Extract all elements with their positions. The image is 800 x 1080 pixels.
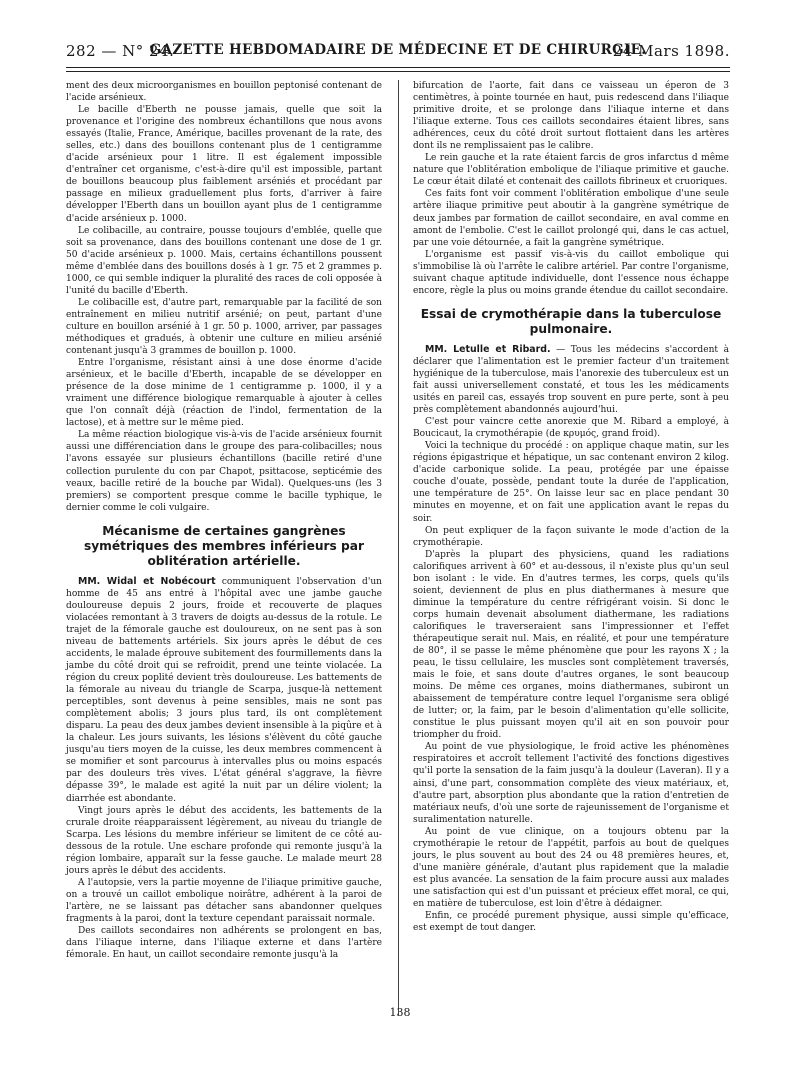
paragraph: Le rein gauche et la rate étaient farcis de gros infarctus d même nature que l'oblitération embolique de l'iliaque primitive et gauche. Le cœur était dilaté et contenait des caillots fibrineux et cruoriques. [413,153,729,188]
paragraph: Des caillots secondaires non adhérents se prolongent en bas, dans l'iliaque interne, dans l'iliaque externe et dans l'artère fémorale. En haut, un caillot secondaire remonte jusqu'à la [66,926,382,961]
running-header [66,42,730,64]
paragraph: C'est pour vaincre cette anorexie que M. Ribard a employé, à Boucicaut, la crymothérapie (de κρυμός, grand froid). [413,417,729,440]
paragraph: Au point de vue physiologique, le froid active les phénomènes respiratoires et accroît tellement l'activité des fonctions digestives qu'il porte la sensation de la faim jusqu'à la douleur (Laveran). Il y a ainsi, d'une part, consommation complète des vieux matériaux, et, d'autre part, absorption plus abondante que la ration d'entretien de matériaux neufs, d'où une sorte de rajeunissement de l'organisme et suralimentation naturelle. [413,742,729,825]
paragraph: — Tous les médecins s'accordent à déclarer que l'alimentation est le premier facteur d'un traitement hygiénique de la tuberculose, mais l'anorexie des tuberculeux est un fait aussi universellement constaté, et tous les les médicaments usités en pareil cas, essayés trop souvent en pure perte, sont à peu près complètement abandonnés aujourd'hui. [413,344,729,416]
section-title: Mécanisme de certaines gangrènes symétriques des membres inférieurs par oblitération artérielle. [83,523,364,568]
authors: MM. Letulle et Ribard. [425,343,551,355]
paragraph: Le bacille d'Eberth ne pousse jamais, quelle que soit la provenance et l'origine des nombreux échantillons que nous avons essayés (Italie, France, Amérique, bacilles provenant de la rate, des selles, etc.) dans des bouillons contenant plus de 1 centigramme d'acide arsénieux pour 1 litre. Il est également impossible d'entraîner cet organisme, c'est-à-dire qu'il est impossible, partant de bouillons beaucoup plus faiblement arséniés et procédant par passage en milieux graduellement plus forts, d'arriver à faire développer l'Eberth dans un bouillon ayant plus de 1 centigramme d'acide arsénieux p. 1000. [66,105,382,224]
paragraph: On peut expliquer de la façon suivante le mode d'action de la crymothérapie. [413,525,729,548]
header-page-number: 282 — N° 24. [66,42,175,60]
paragraph: L'organisme est passif vis-à-vis du caillot embolique qui s'immobilise là où l'arrête le calibre artériel. Par contre l'organisme, suivant chaque aptitude individuelle, dont l'essence nous échappe encore, règle la plus ou moins grande étendue du caillot secondaire. [413,249,729,296]
paragraph: A l'autopsie, vers la partie moyenne de l'iliaque primitive gauche, on a trouvé un caillot embolique noirâtre, adhérent à la paroi de l'artère, ne se laissant pas détacher sans abandonner quelques fragments à la paroi, dont la texture cependant paraissait normale. [66,877,382,924]
paragraph: communiquent l'observation d'un homme de 45 ans entré à l'hôpital avec une jambe gauche douloureuse depuis 2 jours, froide et recouverte de plaques violacées remontant à 3 travers de doigts au-dessus de la rotule. Le trajet de la fémorale gauche est douloureux, on ne sent pas à son niveau de battements artériels. Six jours après le début de ces accidents, le malade éprouve subitement des fourmillements dans la jambe du côté droit qui se refroidit, prend une teinte violacée. La région du creux poplité devient très douloureuse. Les battements de la fémorale au niveau du triangle de Scarpa, jusque-là nettement perceptibles, sont devenus à peine sensibles, mais ne sont pas complètement abolis; 3 jours plus tard, ils ont complètement disparu. La peau des deux jambes devient insensible à la piqûre et à la chaleur. Les jours suivants, les lésions s'élèvent du côté gauche jusqu'au tiers moyen de la cuisse, les deux membres commencent à se momifier et sont parcourus à intervalles plus ou moins espacés par des douleurs très vives. L'état général s'aggrave, la fièvre dépasse 39°, le malade est agité la nuit par un délire violent; la diarrhée est abondante. [66,576,382,804]
journal-title: GAZETTE HEBDOMADAIRE DE MÉDECINE ET DE CHIRURGIE. [149,42,647,58]
header-rule-thin [66,71,730,72]
header-rule-thick [66,67,730,68]
paragraph: Au point de vue clinique, on a toujours obtenu par la crymothérapie le retour de l'appétit, parfois au bout de quelques jours, le plus souvent au bout des 24 ou 48 premières heures, et, d'une manière générale, d'autant plus rapidement que la maladie est plus avancée. La sensation de la faim procure aussi aux malades une satisfaction qui est d'un puissant et précieux effet moral, ce qui, en matière de tuberculose, est loin d'être à dédaigner. [413,826,729,909]
section-title: Essai de crymothérapie dans la tuberculose pulmonaire. [420,306,722,336]
paragraph: D'après la plupart des physiciens, quand les radiations calorifiques arrivent à 60° et au-dessous, il n'existe plus qu'un seul bon isolant : le vide. En d'autres termes, les corps, quels qu'ils soient, deviennent de plus en plus diathermanes à mesure que diminue la température du centre réfrigérant voisin. Si donc le corps humain devenait absolument diathermane, les radiations calorifiques le traverseraient sans l'impressionner et l'effet thérapeutique serait nul. Mais, en réalité, et pour une température de 80°, il se passe le même phénomène que pour les rayons X ; la peau, le tissu cellulaire, les muscles sont complètement traversés, mais le foie, et sans doute d'autres organes, le sont beaucoup moins. De même ces organes, moins diathermanes, subiront un abaissement de température contre lequel l'organisme sera obligé de lutter; or, la faim, par le besoin d'alimentation qu'elle sollicite, constitue le plus puissant moyen qu'il ait en son pouvoir pour triompher du froid. [413,549,729,741]
issue-date: 24 Mars 1898. [612,42,730,60]
paragraph: Vingt jours après le début des accidents, les battements de la crurale droite réapparaissent légèrement, au niveau du triangle de Scarpa. Les lésions du membre inférieur se limitent de ce côté au-dessous de la rotule. Une eschare profonde qui remonte jusqu'à la région lombaire, apparaît sur la fesse gauche. Le malade meurt 28 jours après le début des accidents. [66,805,382,876]
left-column [66,80,382,961]
paragraph: bifurcation de l'aorte, fait dans ce vaisseau un éperon de 3 centimètres, à pointe tournée en haut, puis redescend dans l'iliaque primitive droite, et se prolonge dans l'iliaque interne et dans l'iliaque externe. Tous ces caillots secondaires étaient libres, sans adhérences, ceux du côté droit surtout flottaient dans les artères dont ils ne remplissaient pas le calibre. [413,81,729,152]
paragraph: Entre l'organisme, résistant ainsi à une dose énorme d'acide arsénieux, et le bacille d'Eberth, incapable de se développer en présence de la dose minime de 1 centigramme p. 1000, il y a vraiment une différence biologique remarquable à ajouter à celles que l'on connaît déjà (réaction de l'indol, fermentation de la lactose), et à mettre sur le même pied. [66,358,382,429]
paragraph: Voici la technique du procédé : on applique chaque matin, sur les régions épigastrique et hépatique, un sac contenant environ 2 kilog. d'acide carbonique solide. La peau, protégée par une épaisse couche d'ouate, possède, pendant toute la durée de l'application, une température de 25°. On laisse leur sac en place pendant 30 minutes en moyenne, et on fait une application avant le repas du soir. [413,441,729,524]
column-separator [398,80,399,1015]
paragraph: Le colibacille, au contraire, pousse toujours d'emblée, quelle que soit sa provenance, dans des bouillons contenant une dose de 1 gr. 50 d'acide arsénieux p. 1000. Mais, certains échantillons poussent même d'emblée dans des bouillons dosés à 1 gr. 75 et 2 grammes p. 1000, ce qui semble indiquer la pluralité des races de coli opposée à l'unité du bacille d'Eberth. [66,225,382,296]
paragraph: ment des deux microorganismes en bouillon peptonisé contenant de l'acide arsénieux. [66,81,382,104]
paragraph: Le colibacille est, d'autre part, remarquable par la facilité de son entraînement en milieu nutritif arsénié; on peut, partant d'une culture en bouillon arsénié à 1 gr. 50 p. 1000, arriver, par passages méthodiques et gradués, à obtenir une culture en milieu arsénié contenant jusqu'à 3 grammes de bouillon p. 1000. [66,297,382,357]
footer-page-number: 138 [389,1006,411,1019]
paragraph: Enfin, ce procédé purement physique, aussi simple qu'efficace, est exempt de tout danger. [413,911,729,934]
right-column [413,80,729,934]
paragraph: Ces faits font voir comment l'oblitération embolique d'une seule artère iliaque primitive peut aboutir à la gangrène symétrique de deux jambes par formation de caillot secondaire, en aval comme en amont de l'embolie. C'est le caillot prolongé qui, dans le cas actuel, par une voie détournée, a fait la gangrène symétrique. [413,189,729,248]
paragraph: La même réaction biologique vis-à-vis de l'acide arsénieux fournit aussi une différenciation dans le groupe des para-colibacilles; nous l'avons essayée sur plusieurs échantillons (bacille retiré d'une collection purulente du con par Chapot, psittacose, septicémie des veaux, bacille retiré de la bouche par Widal). Quelques-uns (les 3 premiers) se comportent presque comme le bacille typhique, le dernier comme le coli vulgaire. [66,430,382,513]
authors: MM. Widal et Nobécourt [78,575,216,587]
